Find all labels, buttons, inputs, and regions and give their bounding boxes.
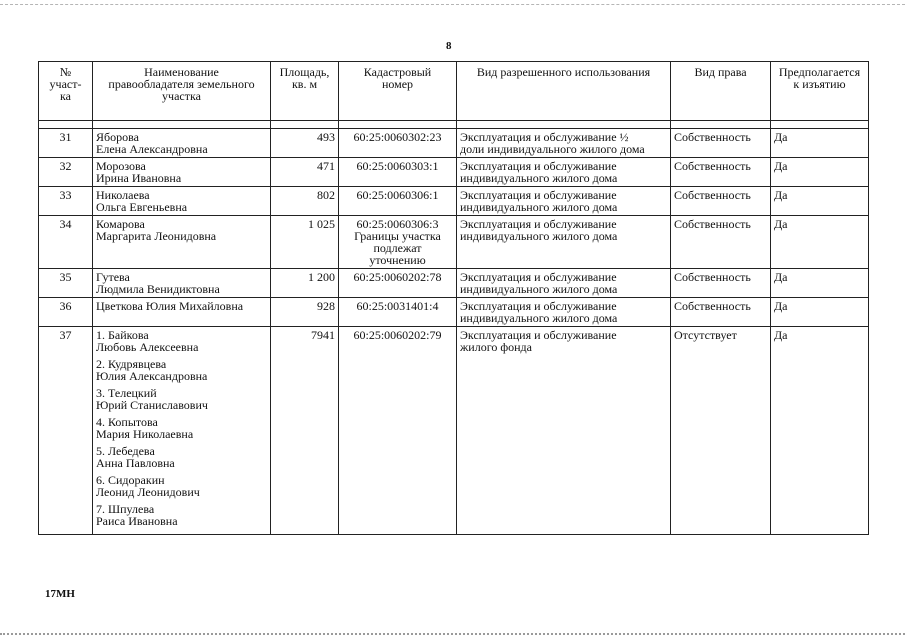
cell-seizure: Да	[771, 327, 869, 535]
cell-owner	[93, 158, 271, 187]
header-num	[39, 62, 93, 121]
cell-cadastral	[339, 269, 457, 298]
cell-owner	[93, 187, 271, 216]
usage-line: индивидуального жилого дома	[460, 282, 618, 296]
header-line: участка	[162, 89, 201, 103]
owner-entry	[96, 358, 267, 382]
table-row	[39, 327, 869, 535]
owner-entry	[96, 503, 267, 527]
usage-line: Эксплуатация и обслуживание	[460, 188, 617, 202]
header-line: Кадастровый	[363, 65, 432, 79]
page-number: 8	[446, 40, 452, 52]
header-line: Предполагается	[778, 65, 861, 79]
cadastral-line: 60:25:0031401:4	[356, 299, 439, 313]
header-usage	[457, 62, 671, 121]
cell-usage	[457, 187, 671, 216]
header-line: номер	[381, 77, 414, 91]
cell-cadastral	[339, 327, 457, 535]
owner-name-line: 5. Лебедева	[96, 444, 155, 458]
cell-num: 31	[39, 129, 93, 158]
owner-entry	[96, 474, 267, 498]
cell-area: 7941	[271, 327, 339, 535]
scan-bottom-border	[0, 633, 905, 635]
cell-cadastral	[339, 216, 457, 269]
cell-area: 1 025	[271, 216, 339, 269]
header-line: Площадь,	[279, 65, 330, 79]
owner-name-line: Мария Николаевна	[96, 427, 194, 441]
scan-top-border	[0, 4, 905, 5]
header-cadastral	[339, 62, 457, 121]
owner-name-line: Юрий Станиславович	[96, 398, 208, 412]
header-line: Вид разрешенного использования	[476, 65, 651, 79]
owner-name-line: Людмила Венидиктовна	[96, 282, 220, 296]
owner-name-line: 7. Шпулева	[96, 502, 155, 516]
cell-cadastral	[339, 129, 457, 158]
cell-num: 36	[39, 298, 93, 327]
cadastral-line: 60:25:0060306:3	[356, 217, 439, 231]
cell-right-type: Собственность	[671, 298, 771, 327]
cell-num: 34	[39, 216, 93, 269]
header-line: Вид права	[694, 65, 747, 79]
header-line: №	[59, 65, 72, 79]
owner-name-line: 6. Сидоракин	[96, 473, 165, 487]
owner-name-line: 4. Копытова	[96, 415, 158, 429]
owner-entry	[96, 387, 267, 411]
owner-name-line: 1. Байкова	[96, 328, 149, 342]
cell-seizure: Да	[771, 298, 869, 327]
cell-usage	[457, 269, 671, 298]
cell-owner	[93, 327, 271, 535]
header-seizure	[771, 62, 869, 121]
usage-line: Эксплуатация и обслуживание	[460, 217, 617, 231]
cell-area: 1 200	[271, 269, 339, 298]
owner-name-line: 2. Кудрявцева	[96, 357, 167, 371]
owner-name-line: Комарова	[96, 217, 145, 231]
table-row	[39, 158, 869, 187]
cell-usage	[457, 327, 671, 535]
header-line: правообладателя земельного	[108, 77, 255, 91]
cell-seizure: Да	[771, 187, 869, 216]
cell-num: 33	[39, 187, 93, 216]
owner-entry	[96, 300, 267, 312]
owner-name-line: Гутева	[96, 270, 130, 284]
header-line: к изъятию	[793, 77, 846, 91]
cell-area: 928	[271, 298, 339, 327]
table-body	[39, 129, 869, 535]
owner-name-line: Николаева	[96, 188, 150, 202]
usage-line: индивидуального жилого дома	[460, 200, 618, 214]
owner-name-line: Яборова	[96, 130, 139, 144]
cell-usage	[457, 129, 671, 158]
usage-line: индивидуального жилого дома	[460, 171, 618, 185]
land-plots-table	[38, 61, 869, 535]
owner-entry	[96, 131, 267, 155]
cell-right-type: Собственность	[671, 187, 771, 216]
cell-num: 37	[39, 327, 93, 535]
usage-line: доли индивидуального жилого дома	[460, 142, 645, 156]
cadastral-line: Границы участка	[354, 229, 441, 243]
owner-entry	[96, 416, 267, 440]
cell-seizure: Да	[771, 216, 869, 269]
usage-line: индивидуального жилого дома	[460, 229, 618, 243]
cell-usage	[457, 298, 671, 327]
cell-area: 493	[271, 129, 339, 158]
owner-entry	[96, 271, 267, 295]
owner-name-line: Леонид Леонидович	[96, 485, 200, 499]
cell-owner	[93, 298, 271, 327]
owner-name-line: Ирина Ивановна	[96, 171, 182, 185]
cell-right-type: Собственность	[671, 269, 771, 298]
cell-seizure: Да	[771, 269, 869, 298]
cadastral-line: 60:25:0060303:1	[356, 159, 439, 173]
usage-line: Эксплуатация и обслуживание	[460, 159, 617, 173]
cadastral-line: 60:25:0060306:1	[356, 188, 439, 202]
table-row	[39, 269, 869, 298]
cadastral-line: уточнению	[369, 253, 426, 267]
cell-cadastral	[339, 158, 457, 187]
table-row	[39, 298, 869, 327]
cadastral-line: подлежат	[373, 241, 422, 255]
cell-usage	[457, 158, 671, 187]
cell-right-type: Собственность	[671, 129, 771, 158]
cadastral-line: 60:25:0060202:78	[353, 270, 442, 284]
cell-owner	[93, 129, 271, 158]
owner-name-line: Раиса Ивановна	[96, 514, 178, 528]
header-spacer-row	[39, 121, 869, 129]
header-owner	[93, 62, 271, 121]
usage-line: Эксплуатация и обслуживание	[460, 328, 617, 342]
owner-name-line: Маргарита Леонидовна	[96, 229, 217, 243]
owner-name-line: Елена Александровна	[96, 142, 208, 156]
usage-line: Эксплуатация и обслуживание	[460, 299, 617, 313]
header-line: ка	[60, 89, 71, 103]
owner-name-line: Любовь Алексеевна	[96, 340, 199, 354]
usage-line: жилого фонда	[460, 340, 532, 354]
header-area	[271, 62, 339, 121]
cadastral-line: 60:25:0060202:79	[353, 328, 442, 342]
owner-entry	[96, 218, 267, 242]
table-header-row	[39, 62, 869, 121]
cell-cadastral	[339, 187, 457, 216]
owner-entry	[96, 160, 267, 184]
cell-seizure: Да	[771, 158, 869, 187]
cell-usage	[457, 216, 671, 269]
owner-name-line: Юлия Александровна	[96, 369, 208, 383]
table-row	[39, 187, 869, 216]
owner-name-line: Цветкова Юлия Михайловна	[96, 299, 244, 313]
document-code: 17МН	[45, 588, 75, 600]
owner-entry	[96, 445, 267, 469]
cadastral-line: 60:25:0060302:23	[353, 130, 442, 144]
header-line: кв. м	[291, 77, 318, 91]
header-line: Наименование	[144, 65, 219, 79]
cell-area: 471	[271, 158, 339, 187]
owner-entry	[96, 329, 267, 353]
cell-owner	[93, 269, 271, 298]
usage-line: Эксплуатация и обслуживание	[460, 270, 617, 284]
cell-num: 35	[39, 269, 93, 298]
usage-line: Эксплуатация и обслуживание ½	[460, 130, 629, 144]
owner-name-line: Морозова	[96, 159, 146, 173]
cell-owner	[93, 216, 271, 269]
usage-line: индивидуального жилого дома	[460, 311, 618, 325]
header-line: участ-	[49, 77, 82, 91]
cell-area: 802	[271, 187, 339, 216]
cell-right-type: Отсутствует	[671, 327, 771, 535]
owner-name-line: Ольга Евгеньевна	[96, 200, 188, 214]
cell-right-type: Собственность	[671, 158, 771, 187]
table-row	[39, 216, 869, 269]
table-row	[39, 129, 869, 158]
owner-name-line: Анна Павловна	[96, 456, 175, 470]
cell-num: 32	[39, 158, 93, 187]
header-right	[671, 62, 771, 121]
cell-seizure: Да	[771, 129, 869, 158]
cell-cadastral	[339, 298, 457, 327]
owner-name-line: 3. Телецкий	[96, 386, 157, 400]
cell-right-type: Собственность	[671, 216, 771, 269]
owner-entry	[96, 189, 267, 213]
